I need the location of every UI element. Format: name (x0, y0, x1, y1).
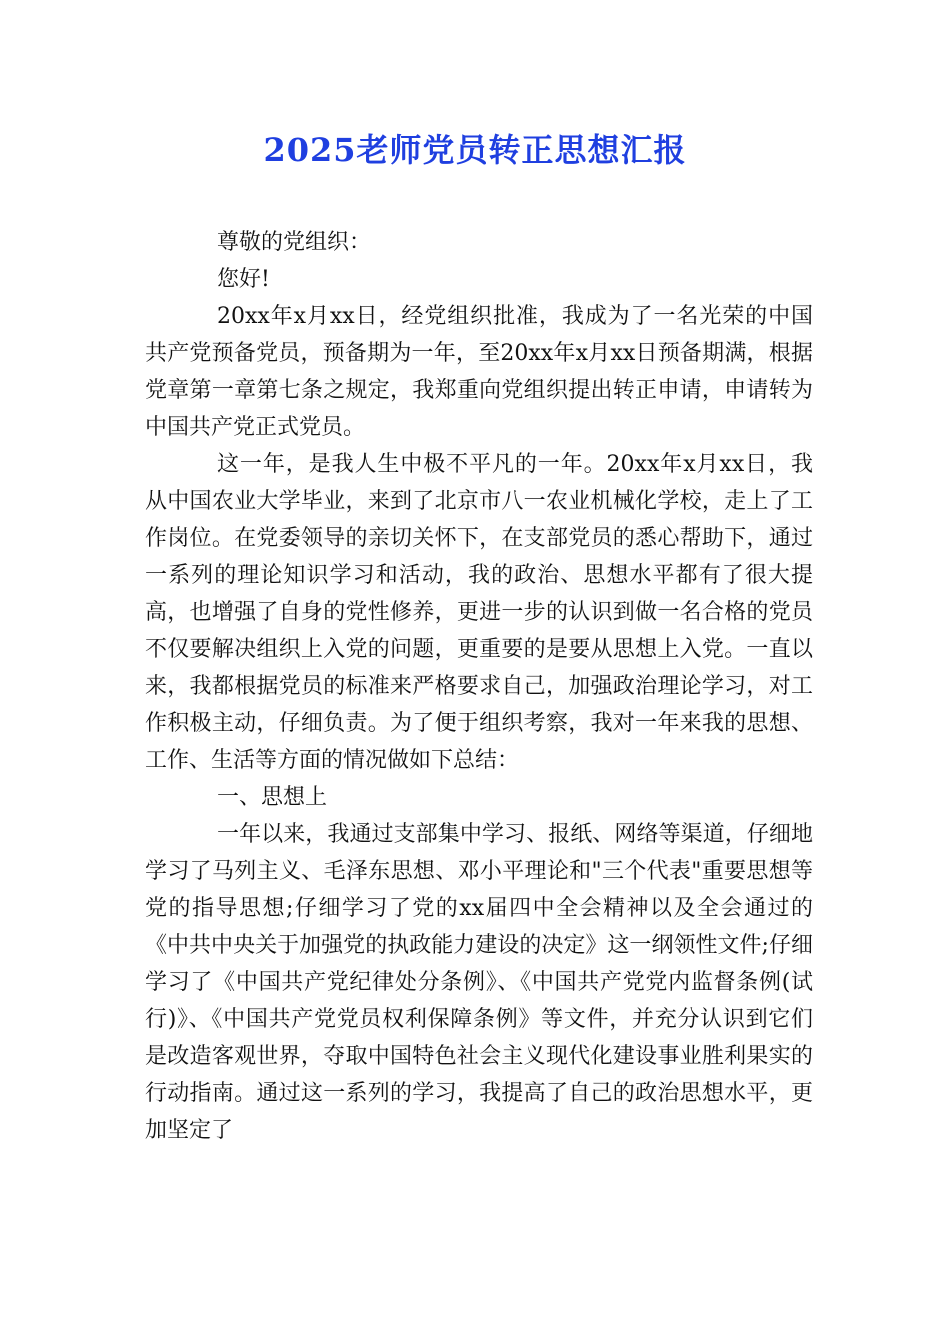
document-body (145, 224, 813, 1149)
greeting: 您好! (217, 267, 270, 292)
salutation: 尊敬的党组织： (217, 230, 372, 255)
paragraph-year-summary: 这一年，是我人生中极不平凡的一年。20xx年x月xx日，我从中国农业大学毕业，来到了北京市八一农业机械化学校，走上了工作岗位。在党委领导的亲切关怀下，在支部党员的悉心帮助下，通过一系列的理论知识学习和活动，我的政治、思想水平都有了很大提高，也增强了自身的党性修养，更进一步的认识到做一名合格的党员不仅要解决组织上入党的问题，更重要的是要从思想上入党。一直以来，我都根据党员的标准来严格要求自己，加强政治理论学习，对工作积极主动，仔细负责。为了便于组织考察，我对一年来我的思想、工作、生活等方面的情况做如下总结： (145, 452, 813, 773)
section-heading-thought: 一、思想上 (217, 785, 328, 810)
document-title: 2025老师党员转正思想汇报 (263, 131, 687, 169)
paragraph-application: 20xx年x月xx日，经党组织批准，我成为了一名光荣的中国共产党预备党员，预备期为一年，至20xx年x月xx日预备期满，根据党章第一章第七条之规定，我郑重向党组织提出转正申请，申请转为中国共产党正式党员。 (145, 304, 813, 440)
paragraph-study: 一年以来，我通过支部集中学习、报纸、网络等渠道，仔细地学习了马列主义、毛泽东思想、邓小平理论和"三个代表"重要思想等党的指导思想;仔细学习了党的xx届四中全会精神以及全会通过的《中共中央关于加强党的执政能力建设的决定》这一纲领性文件;仔细学习了《中国共产党纪律处分条例》、《中国共产党党内监督条例(试行)》、《中国共产党党员权利保障条例》等文件，并充分认识到它们是改造客观世界，夺取中国特色社会主义现代化建设事业胜利果实的行动指南。通过这一系列的学习，我提高了自己的政治思想水平，更加坚定了 (145, 822, 813, 1143)
